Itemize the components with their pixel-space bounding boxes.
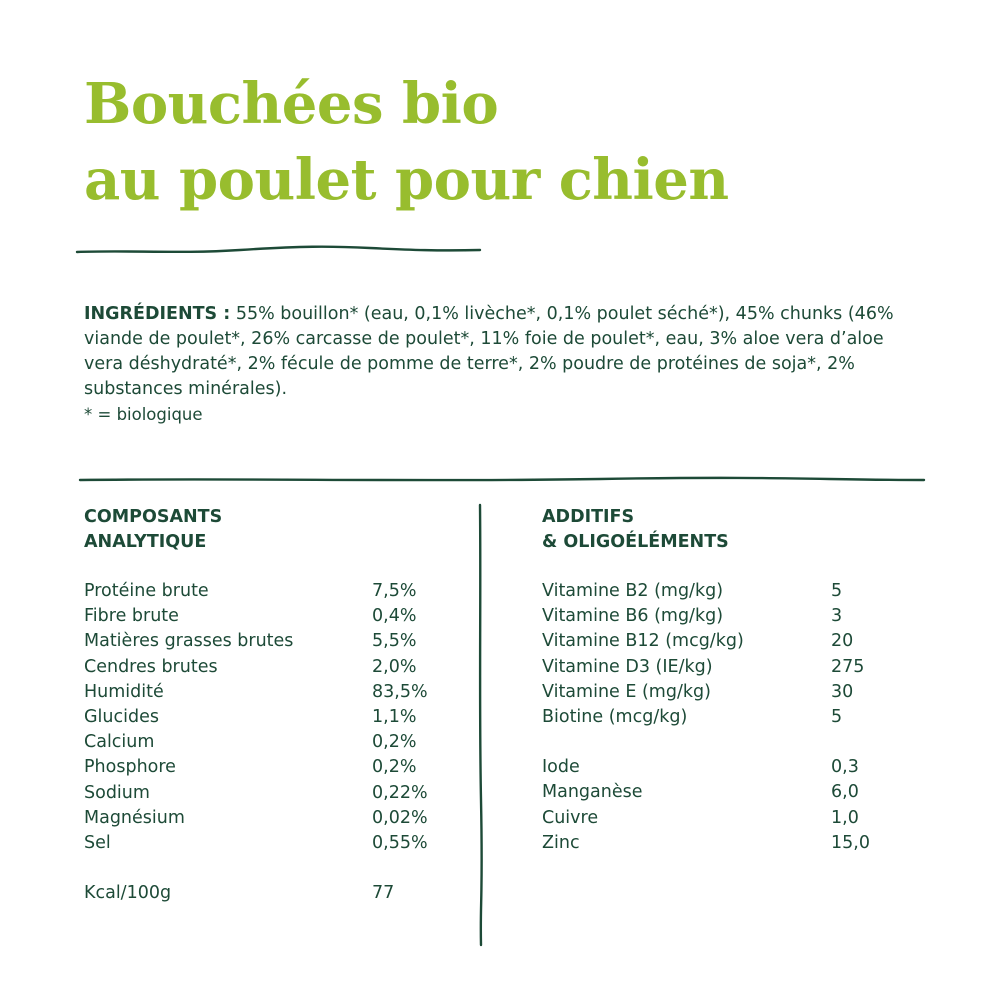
additives-heading-line-1: ADDITIFS [542, 507, 635, 527]
table-row [542, 755, 922, 780]
nutrient-value: 7,5% [372, 581, 417, 601]
ingredients-text: 55% bouillon* (eau, 0,1% livèche*, 0,1% poulet séché*), 45% chunks (46% viande de poulet*, 26% carcasse de poulet*, 11% foie de poulet*, eau, 3% aloe vera d’aloe vera déshydraté*, 2% fécule de pomme de terre*, 2% poudre de protéines de soja*, 2% substances minérales). [84, 304, 894, 399]
nutrient-value: 1,0 [831, 807, 859, 828]
nutrient-value: 83,5% [372, 681, 428, 702]
nutrient-name: Calcium [84, 732, 155, 753]
row-spacer [542, 730, 922, 755]
analytic-heading-line-1: COMPOSANTS [84, 507, 223, 527]
title-underline [77, 247, 480, 252]
row-spacer [84, 856, 464, 881]
nutrient-name: Matières grasses brutes [84, 631, 294, 652]
additives-heading [542, 505, 729, 555]
nutrient-name: Kcal/100g [84, 883, 172, 904]
nutrient-value: 0,02% [372, 807, 428, 828]
table-row [542, 604, 922, 629]
table-row [84, 579, 464, 604]
nutrient-value: 275 [831, 656, 865, 677]
table-row [84, 730, 464, 755]
ingredients-block [84, 302, 924, 427]
nutrient-value: 1,1% [372, 706, 417, 727]
ingredients-label: INGRÉDIENTS : [84, 304, 231, 324]
nutrient-name: Vitamine B6 (mg/kg) [542, 606, 724, 627]
organic-note: * = biologique [84, 405, 203, 424]
table-row [84, 705, 464, 730]
section-divider [80, 478, 924, 480]
table-row [84, 881, 464, 906]
nutrient-value: 3 [831, 606, 843, 627]
nutrient-value: 0,22% [372, 782, 428, 803]
additives-heading-line-2: & OLIGOÉLÉMENTS [542, 532, 729, 552]
nutrient-value: 2,0% [372, 656, 417, 677]
nutrient-name: Vitamine D3 (IE/kg) [542, 656, 713, 677]
table-row [84, 680, 464, 705]
nutrient-name: Vitamine E (mg/kg) [542, 681, 711, 702]
nutrient-name: Sodium [84, 782, 150, 803]
nutrient-name: Manganèse [542, 782, 643, 803]
additives-table [542, 579, 922, 856]
nutrient-value: 6,0 [831, 782, 859, 803]
table-row [84, 604, 464, 629]
table-row [542, 806, 922, 831]
nutrient-value: 5 [831, 706, 843, 727]
nutrient-name: Protéine brute [84, 581, 209, 601]
table-row [542, 680, 922, 705]
nutrient-value: 77 [372, 883, 395, 904]
nutrient-value: 5,5% [372, 631, 417, 652]
table-row [84, 629, 464, 654]
analytic-table [84, 579, 464, 906]
table-row [542, 780, 922, 805]
nutrient-value: 15,0 [831, 832, 870, 853]
nutrient-value: 5 [831, 581, 843, 601]
table-row [84, 781, 464, 806]
table-row [542, 629, 922, 654]
nutrient-value: 20 [831, 631, 854, 652]
nutrient-name: Vitamine B12 (mcg/kg) [542, 631, 744, 652]
nutrient-value: 0,2% [372, 732, 417, 753]
nutrient-name: Fibre brute [84, 606, 179, 627]
product-title-line-1: Bouchées bio [84, 71, 499, 137]
nutrient-name: Zinc [542, 832, 580, 853]
nutrient-value: 0,3 [831, 757, 859, 778]
nutrient-name: Glucides [84, 706, 159, 727]
table-row [542, 831, 922, 856]
table-row [542, 579, 922, 604]
nutrient-name: Sel [84, 832, 111, 853]
nutrient-name: Phosphore [84, 757, 176, 778]
nutrient-name: Biotine (mcg/kg) [542, 706, 688, 727]
table-row [84, 755, 464, 780]
table-row [542, 655, 922, 680]
nutrient-name: Humidité [84, 681, 164, 702]
table-row [542, 705, 922, 730]
column-divider [480, 505, 482, 945]
nutrient-value: 0,55% [372, 832, 428, 853]
nutrient-name: Cuivre [542, 807, 599, 828]
nutrient-name: Iode [542, 757, 580, 778]
nutrient-name: Vitamine B2 (mg/kg) [542, 581, 724, 601]
nutrient-value: 30 [831, 681, 854, 702]
table-row [84, 806, 464, 831]
nutrient-value: 0,4% [372, 606, 417, 627]
nutrient-name: Magnésium [84, 807, 185, 828]
table-row [84, 831, 464, 856]
nutrient-value: 0,2% [372, 757, 417, 778]
nutrient-name: Cendres brutes [84, 656, 218, 677]
analytic-heading [84, 505, 222, 555]
product-title-line-2: au poulet pour chien [84, 147, 729, 213]
analytic-heading-line-2: ANALYTIQUE [84, 532, 207, 552]
table-row [84, 655, 464, 680]
